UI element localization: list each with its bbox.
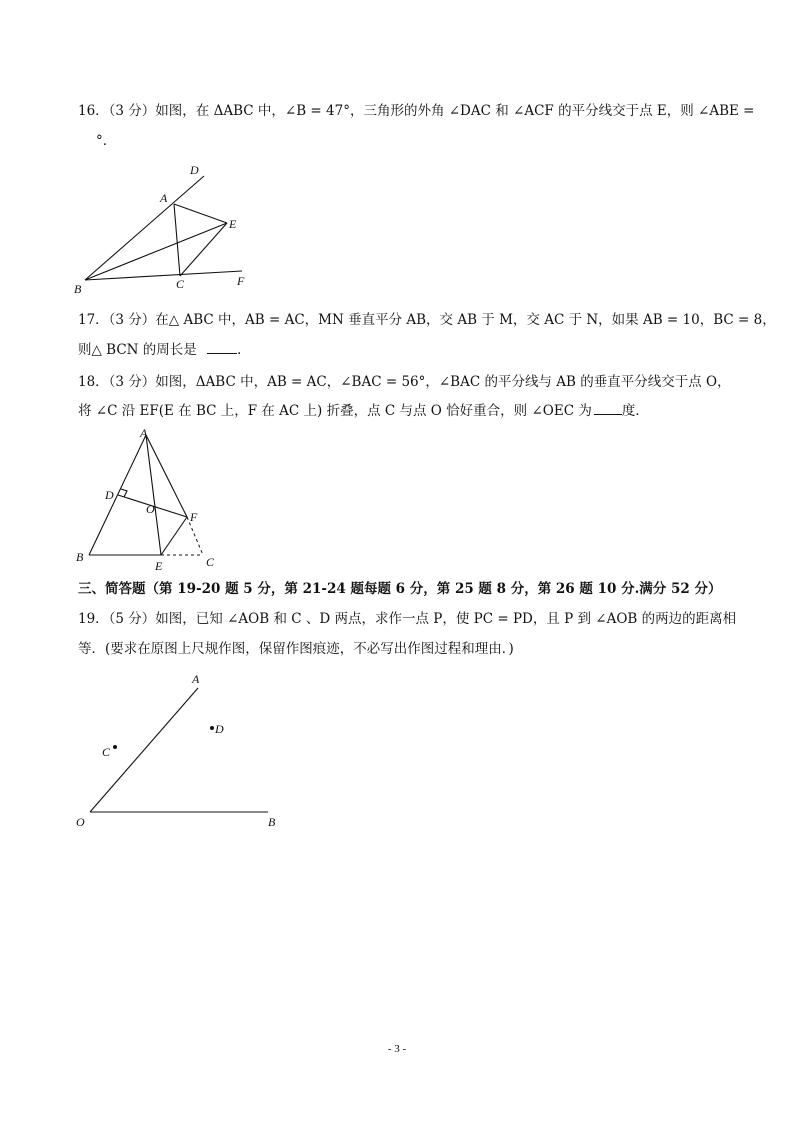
q19-point-d (210, 726, 214, 730)
q19-text-line1: 19．（5 分）如图，已知 ∠AOB 和 C 、D 两点，求作一点 P，使 PC = PD，且 P 到 ∠AOB 的两边的距离相 (78, 611, 737, 627)
q16-label-c: C (176, 277, 185, 291)
q17-answer-blank[interactable] (207, 341, 237, 354)
q18-figure (70, 425, 230, 575)
q16-label-a: A (160, 191, 168, 205)
q19-text-line2: 等．(要求在原图上尺规作图，保留作图痕迹，不必写出作图过程和理由．) (78, 641, 514, 657)
q16-line-a-c (174, 204, 180, 276)
q16-line-c-e (180, 223, 227, 276)
q18-answer-blank[interactable] (594, 402, 622, 415)
q19-label-c: C (102, 745, 111, 759)
q16-figure (70, 160, 260, 300)
q16-line-b-f (85, 271, 242, 280)
q16-label-f: F (237, 274, 245, 288)
q18-text-line2 (78, 402, 649, 420)
q18-label-a: A (140, 426, 148, 440)
q19-label-a: A (192, 672, 200, 686)
q17-text-line2 (78, 341, 251, 359)
q17-text-line1: 17．（3 分）在△ ABC 中，AB = AC，MN 垂直平分 AB，交 AB 于 M，交 AC 于 N，如果 AB = 10，BC = 8， (78, 312, 776, 328)
q16-label-e: E (229, 217, 237, 231)
q18-line-a-e (146, 435, 161, 555)
q17-text-suffix: ． (237, 342, 251, 358)
q17-text-prefix: 则△ BCN 的周长是 (78, 342, 197, 358)
q19-label-b: B (268, 815, 276, 829)
section3-title: 三、简答题（第 19-20 题 5 分，第 21-24 题每题 6 分，第 25 题 8 分，第 26 题 10 分.满分 52 分） (78, 581, 722, 597)
q19-point-c (113, 745, 117, 749)
q16-line-a-e (174, 204, 227, 223)
q19-label-d: D (215, 722, 224, 736)
q18-label-c: C (206, 555, 215, 569)
q16-text-line1: 16．（3 分）如图，在 ΔABC 中，∠B = 47°，三角形的外角 ∠DAC 和 ∠ACF 的平分线交于点 E，则 ∠ABE = (78, 103, 755, 119)
q18-label-d: D (105, 488, 114, 502)
q18-label-f: F (190, 510, 198, 524)
q18-text-suffix: 度． (621, 403, 649, 419)
q19-figure (70, 665, 300, 840)
q18-text-prefix: 将 ∠C 沿 EF(E 在 BC 上，F 在 AC 上) 折叠，点 C 与点 O 恰好重合，则 ∠OEC 为 (78, 403, 592, 419)
q16-label-b: B (74, 282, 82, 296)
q18-label-b: B (76, 550, 84, 564)
q16-line-b-d (85, 176, 204, 280)
q18-text-line1: 18．（3 分）如图，ΔABC 中，AB = AC，∠BAC = 56°，∠BAC 的平分线与 AB 的垂直平分线交于点 O， (78, 374, 731, 390)
q19-label-o: O (76, 815, 85, 829)
q16-label-d: D (190, 163, 199, 177)
q18-line-a-b (89, 435, 146, 555)
q18-line-e-f (161, 517, 187, 555)
q18-label-e: E (155, 559, 163, 573)
q16-line-b-e (85, 223, 227, 280)
q16-text-line2: °． (96, 133, 117, 149)
page-number: - 3 - (387, 1043, 407, 1055)
q18-label-o: O (146, 502, 155, 516)
